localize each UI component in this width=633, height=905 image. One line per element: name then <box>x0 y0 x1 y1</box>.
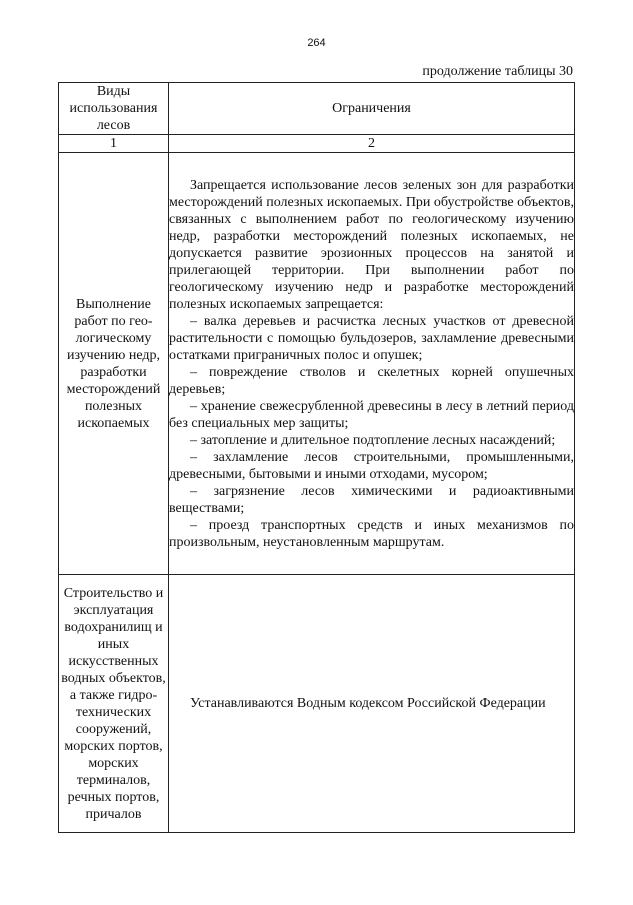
restriction-item: – повреждение стволов и скелетных корней опушечных деревьев; <box>169 364 574 397</box>
restriction-item: – хранение свежесрубленной древесины в лесу в летний период без специальных мер защиты; <box>169 398 574 431</box>
table-row <box>59 153 575 575</box>
restrictions-cell <box>169 575 575 833</box>
restrictions-cell <box>169 153 575 575</box>
table-header-row <box>59 83 575 135</box>
column-number-row <box>59 135 575 153</box>
column-number-2: 2 <box>169 135 575 153</box>
column-header-restrictions: Ограничения <box>169 83 575 135</box>
restriction-item: – валка деревьев и расчистка лесных участков от древесной растительности с помощью бульдозеров, захламление древесными остатками приграничных полос и опушек; <box>169 313 574 363</box>
table-continuation-label: продолжение таблицы 30 <box>422 64 573 79</box>
forest-use-cell: Выполнение работ по гео-логическому изучению недр, разработки месторождений полезных ископаемых <box>59 153 169 575</box>
restriction-text: Устанавливаются Водным кодексом Российской Федерации <box>190 696 546 711</box>
restriction-intro: Запрещается использование лесов зеленых зон для разработки месторождений полезных ископаемых. При обустройстве объектов, связанных с выполнением работ по геологическому изучению недр, разработки месторождений полезных ископаемых, не допускается развитие эрозионных процессов на занятой и прилегающей территории. При выполнении работ по геологическому изучению недр и разработке месторождений полезных ископаемых запрещается: <box>169 177 574 312</box>
forest-use-cell: Строительство и эксплуатация водохранилищ и иных искусственных водных объектов, а также гидро-технических сооружений, морских портов, морских терминалов, речных портов, причалов <box>59 575 169 833</box>
column-number-1: 1 <box>59 135 169 153</box>
restriction-item: – загрязнение лесов химическими и радиоактивными веществами; <box>169 483 574 516</box>
restrictions-table <box>58 82 575 833</box>
restriction-item: – затопление и длительное подтопление лесных насаждений; <box>190 432 556 448</box>
restriction-item: – проезд транспортных средств и иных механизмов по произвольным, неустановленным маршрутам. <box>169 517 574 550</box>
column-header-forest-use: Виды использования лесов <box>59 83 169 135</box>
restriction-item: – захламление лесов строительными, промышленными, древесными, бытовыми и иными отходами, мусором; <box>169 449 574 482</box>
page-number: 264 <box>307 37 326 49</box>
table-row <box>59 575 575 833</box>
